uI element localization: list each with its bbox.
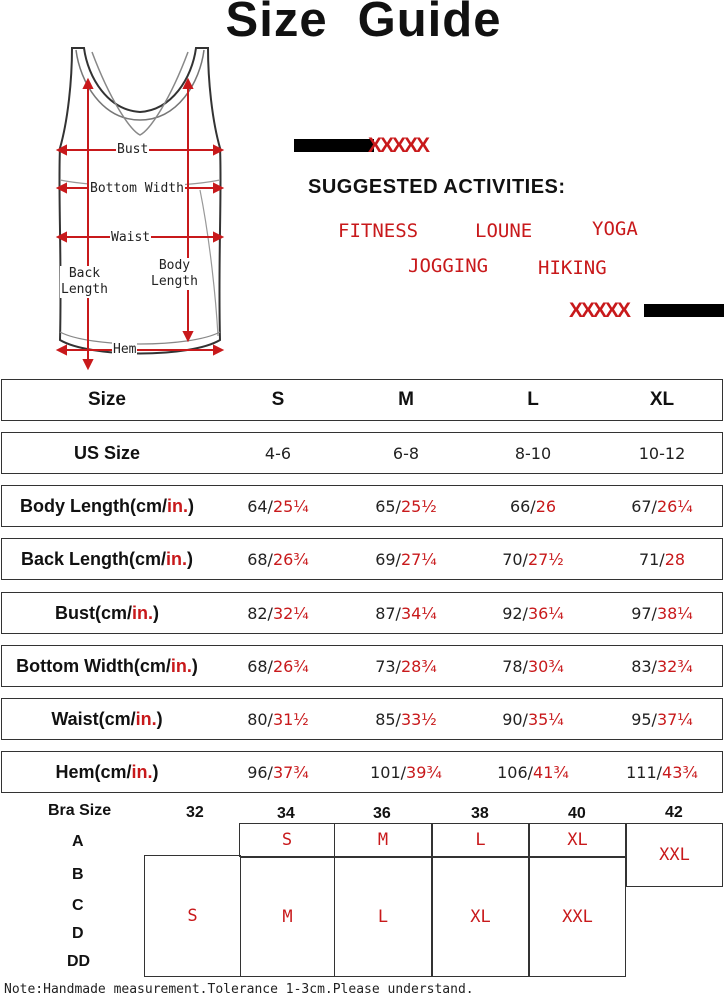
size-row-label: US Size — [73, 442, 141, 463]
cup-a-34: S — [239, 823, 335, 857]
tank-top-outline — [59, 48, 220, 354]
cup-b: B — [72, 866, 84, 883]
activity-jogging: JOGGING — [408, 255, 489, 277]
cup-bcd-38: XL — [432, 857, 529, 977]
band-42: 42 — [665, 804, 683, 821]
size-row — [1, 645, 723, 687]
tank-top-diagram — [40, 40, 240, 380]
racer-back-line — [92, 52, 188, 135]
size-value: 4-6 — [264, 443, 292, 463]
waist-label: Waist — [111, 230, 151, 245]
size-row — [1, 538, 723, 580]
activity-yoga: YOGA — [592, 218, 638, 240]
cup-d: D — [72, 925, 84, 942]
activities-title: SUGGESTED ACTIVITIES: — [308, 176, 566, 198]
size-value: 68/ 26¾ — [247, 656, 309, 676]
footer-note: Note:Handmade measurement.Tolerance 1-3cm.Please understand. — [4, 982, 474, 997]
size-value: 8-10 — [514, 443, 552, 463]
size-header-l: L — [527, 389, 539, 410]
activity-loune: LOUNE — [475, 220, 533, 242]
size-row-label: Back Length(cm/ in. ) — [20, 548, 194, 569]
page-title: Size Guide — [225, 0, 502, 47]
side-seam — [200, 190, 218, 336]
size-row-label: Bottom Width(cm/ in. ) — [16, 655, 198, 676]
size-value: 97/ 38¼ — [631, 603, 693, 623]
size-row-label: Body Length(cm/ in. ) — [20, 495, 194, 516]
size-value: 69/ 27¼ — [375, 549, 437, 569]
size-value: 64/ 25¼ — [247, 496, 309, 516]
hem-label: Hem — [113, 342, 137, 357]
cup-bcd-36: L — [334, 857, 432, 977]
size-value: 80/ 31½ — [247, 709, 309, 729]
size-header-m: M — [398, 389, 414, 410]
size-value: 65/ 25½ — [375, 496, 437, 516]
size-value: 78/ 30¾ — [502, 656, 564, 676]
size-value: 10-12 — [638, 443, 686, 463]
size-value: 70/ 27½ — [502, 549, 564, 569]
size-value: 68/ 26¾ — [247, 549, 309, 569]
cup-c: C — [72, 897, 84, 914]
bust-label: Bust — [117, 142, 149, 157]
size-header-xl: XL — [649, 389, 675, 410]
size-row-label: Waist(cm/ in. ) — [51, 708, 163, 729]
size-value: 90/ 35¼ — [502, 709, 564, 729]
band-36: 36 — [373, 805, 391, 822]
cup-a: A — [72, 833, 84, 850]
band-38: 38 — [471, 805, 489, 822]
cup-dd: DD — [67, 953, 91, 970]
size-header-row — [1, 379, 723, 421]
deco-bar-bottom — [644, 304, 724, 317]
size-value: 95/ 37¼ — [631, 709, 693, 729]
size-value: 73/ 28¾ — [375, 656, 437, 676]
bra-size-title: Bra Size — [48, 802, 112, 819]
size-row — [1, 698, 723, 740]
cup-a-42: XXL — [626, 823, 723, 887]
size-value: 71/ 28 — [638, 549, 686, 569]
cup-a-36: M — [334, 823, 432, 857]
size-value: 96/ 37¾ — [247, 762, 309, 782]
band-40: 40 — [568, 805, 586, 822]
size-row — [1, 751, 723, 793]
back-length-label: Back Length — [61, 266, 108, 297]
size-value: 111/ 43¾ — [626, 762, 698, 782]
cup-bcd-34: M — [240, 857, 335, 977]
size-row — [1, 592, 723, 634]
cup-bcd-32: S — [144, 855, 241, 977]
size-value: 83/ 32¾ — [631, 656, 693, 676]
deco-xs-bottom: XXXXX — [569, 299, 630, 322]
size-value: 82/ 32¼ — [247, 603, 309, 623]
band-32: 32 — [186, 804, 204, 821]
size-value: 66/ 26 — [509, 496, 557, 516]
deco-bar-top — [294, 139, 374, 152]
size-row-label: Hem(cm/ in. ) — [55, 761, 159, 782]
size-row — [1, 485, 723, 527]
size-value: 106/ 41¾ — [497, 762, 569, 782]
cup-bcd-40: XXL — [529, 857, 626, 977]
band-34: 34 — [277, 805, 295, 822]
size-value: 85/ 33½ — [375, 709, 437, 729]
hem-band — [60, 332, 220, 344]
size-value: 87/ 34¼ — [375, 603, 437, 623]
activity-hiking: HIKING — [538, 257, 607, 279]
size-header-label: Size — [87, 389, 127, 410]
size-value: 67/ 26¼ — [631, 496, 693, 516]
size-row-label: Bust(cm/ in. ) — [54, 602, 159, 623]
size-value: 92/ 36¼ — [502, 603, 564, 623]
activity-fitness: FITNESS — [338, 220, 419, 242]
cup-a-40: XL — [529, 823, 626, 857]
size-value: 6-8 — [392, 443, 420, 463]
deco-xs-top: XXXXX — [368, 134, 429, 157]
cup-a-38: L — [432, 823, 529, 857]
bottom-width-label: Bottom Width — [90, 181, 184, 196]
body-length-label: Body Length — [151, 258, 198, 289]
size-header-s: S — [271, 389, 285, 410]
size-row — [1, 432, 723, 474]
size-value: 101/ 39¾ — [370, 762, 442, 782]
